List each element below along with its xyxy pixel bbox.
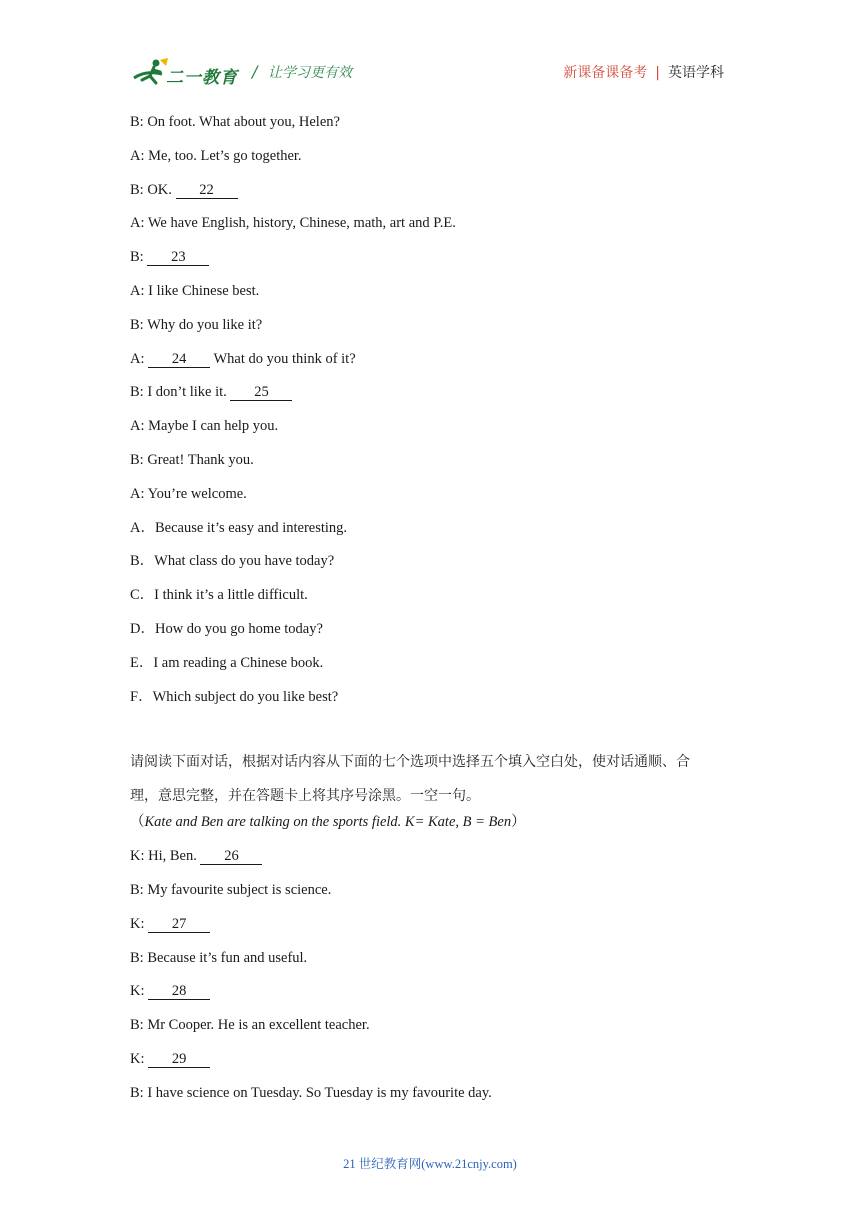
dialogue-line xyxy=(130,383,740,417)
dialogue-one xyxy=(130,113,740,519)
line-text: B: Great! Thank you. xyxy=(130,451,254,468)
line-text: B: My favourite subject is science. xyxy=(130,881,332,898)
logo xyxy=(132,56,248,90)
answer-blank: 26 xyxy=(200,848,262,865)
line-text: B: I have science on Tuesday. So Tuesday is my favourite day. xyxy=(130,1084,492,1101)
answer-blank: 22 xyxy=(176,182,238,199)
dialogue-line xyxy=(130,915,740,949)
dialogue-line xyxy=(130,316,740,350)
dialogue-line xyxy=(130,847,740,881)
instruction-line-1: 请阅读下面对话，根据对话内容从下面的七个选项中选择五个填入空白处，使对话通顺、合 xyxy=(130,754,690,771)
line-text: K: Hi, Ben. xyxy=(130,848,201,865)
dialogue-line xyxy=(130,485,740,519)
option-item: F．Which subject do you like best? xyxy=(130,688,339,705)
context-text: Kate and Ben are talking on the sports field. K= Kate, B = Ben xyxy=(144,814,512,831)
dialogue-line xyxy=(130,181,740,215)
logo-text: 二一教育 xyxy=(166,68,238,88)
answer-blank: 23 xyxy=(147,249,209,266)
option-item: E．I am reading a Chinese book. xyxy=(130,654,324,671)
dialogue-line xyxy=(130,451,740,485)
dialogue-line xyxy=(130,1084,740,1118)
answer-blank: 25 xyxy=(230,384,292,401)
instruction-line-2: 理，意思完整，并在答题卡上将其序号涂黑。一空一句。 xyxy=(130,788,480,805)
header-subject: 英语学科 xyxy=(668,65,724,81)
dialogue-line xyxy=(130,282,740,316)
option-item: B．What class do you have today? xyxy=(130,553,335,570)
document-body xyxy=(130,113,740,1118)
header-divider: | xyxy=(655,65,660,81)
dialogue-line xyxy=(130,113,740,147)
page-header xyxy=(132,56,726,90)
dialogue-line xyxy=(130,350,740,384)
header-slash: / xyxy=(252,62,258,81)
header-subtitle: 新课备课备考 xyxy=(563,65,648,81)
line-text: B: OK. xyxy=(130,181,176,198)
option-item: A．Because it’s easy and interesting. xyxy=(130,519,348,536)
dialogue-line xyxy=(130,147,740,181)
context-line xyxy=(130,813,740,847)
dialogue-line xyxy=(130,1050,740,1084)
line-text: K: xyxy=(130,983,149,1000)
answer-blank: 24 xyxy=(148,351,210,368)
answer-blank: 29 xyxy=(148,1051,210,1068)
header-right xyxy=(563,62,724,82)
line-text: B: Mr Cooper. He is an excellent teacher. xyxy=(130,1017,370,1034)
line-text: K: xyxy=(130,915,149,932)
line-text: B: xyxy=(130,249,148,266)
page-footer: 21 世纪教育网(www.21cnjy.com) xyxy=(343,1157,517,1171)
line-text: B: I don’t like it. xyxy=(130,384,231,401)
line-text: K: xyxy=(130,1050,149,1067)
options-list xyxy=(130,519,740,722)
line-text: A: I like Chinese best. xyxy=(130,282,260,299)
line-text: A: xyxy=(130,350,149,367)
line-text: B: Why do you like it? xyxy=(130,316,263,333)
line-text: A: You’re welcome. xyxy=(130,485,247,502)
line-text: A: Me, too. Let’s go together. xyxy=(130,147,302,164)
answer-blank: 28 xyxy=(148,983,210,1000)
line-text: A: Maybe I can help you. xyxy=(130,418,279,435)
option-item: D．How do you go home today? xyxy=(130,620,323,637)
dialogue-line xyxy=(130,881,740,915)
dialogue-two xyxy=(130,847,740,1117)
dialogue-line xyxy=(130,417,740,451)
dialogue-line xyxy=(130,1016,740,1050)
dialogue-line xyxy=(130,982,740,1016)
option-item: C．I think it’s a little difficult. xyxy=(130,587,308,604)
line-text-after: What do you think of it? xyxy=(210,350,356,367)
line-text: B: Because it’s fun and useful. xyxy=(130,949,308,966)
context-open: （ xyxy=(130,814,145,831)
dialogue-line xyxy=(130,248,740,282)
line-text: B: On foot. What about you, Helen? xyxy=(130,114,340,130)
line-text: A: We have English, history, Chinese, math, art and P.E. xyxy=(130,215,456,232)
context-close: ） xyxy=(511,814,526,831)
dialogue-line xyxy=(130,949,740,983)
dialogue-line xyxy=(130,214,740,248)
answer-blank: 27 xyxy=(148,916,210,933)
header-tagline: 让学习更有效 xyxy=(268,65,352,81)
